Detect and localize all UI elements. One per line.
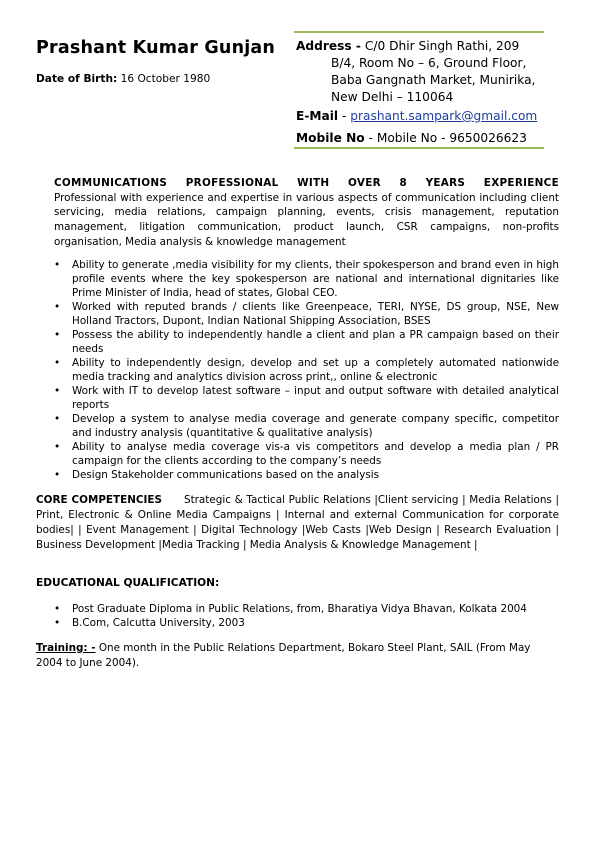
training-section — [36, 641, 559, 671]
mobile-value: - Mobile No - 9650026623 — [364, 131, 527, 145]
list-item-text: Develop a system to analyse media coverage and generate company specific, competitor and industry analysis (quantitative & qualitative analysis) — [72, 413, 559, 439]
education-heading: EDUCATIONAL QUALIFICATION: — [36, 577, 220, 589]
list-item-text: B.Com, Calcutta University, 2003 — [72, 617, 245, 629]
list-item — [54, 616, 559, 630]
email-link[interactable]: prashant.sampark@gmail.com — [350, 109, 538, 123]
address-line: Baba Gangnath Market, Munirika, — [331, 73, 536, 87]
mobile-row — [296, 131, 527, 145]
list-item — [54, 440, 559, 468]
bullet-icon: • — [54, 441, 61, 453]
list-item-text: Ability to analyse media coverage vis-a vis competitors and develop a media plan / PR campaign for the clients according to the company’s needs — [72, 441, 559, 467]
education-list — [54, 602, 559, 630]
list-item — [54, 412, 559, 440]
experience-list — [54, 258, 559, 482]
list-item — [54, 602, 559, 616]
email-label: E-Mail — [296, 109, 339, 123]
candidate-name: Prashant Kumar Gunjan — [36, 38, 276, 58]
list-item — [54, 356, 559, 384]
core-competencies — [36, 493, 559, 553]
training-label: Training: - — [36, 642, 96, 654]
email-row — [296, 109, 537, 123]
summary-heading: COMMUNICATIONS PROFESSIONAL WITH OVER 8 YEARS EXPERIENCE — [54, 177, 559, 189]
date-of-birth — [36, 73, 210, 85]
dob-value: 16 October 1980 — [120, 73, 211, 85]
list-item — [54, 468, 559, 482]
list-item-text: Post Graduate Diploma in Public Relations, from, Bharatiya Vidya Bhavan, Kolkata 2004 — [72, 603, 527, 615]
dob-label: Date of Birth: — [36, 73, 118, 85]
list-item — [54, 300, 559, 328]
mobile-label: Mobile No — [296, 131, 365, 145]
bottom-divider — [294, 147, 544, 149]
top-divider — [294, 31, 544, 33]
list-item-text: Ability to generate ,media visibility for my clients, their spokesperson and brand even in high profile events where the key spokesperson are national and international dignitaries like Prime Minister of India, head of states, Global CEO. — [72, 259, 559, 299]
core-label: CORE COMPETENCIES — [36, 494, 162, 506]
list-item-text: Work with IT to develop latest software – input and output software with detailed analytical reports — [72, 385, 559, 411]
address-block — [296, 38, 535, 106]
bullet-icon: • — [54, 617, 61, 629]
bullet-icon: • — [54, 259, 61, 271]
address-label: Address - — [296, 39, 361, 53]
summary-section — [54, 176, 559, 250]
bullet-icon: • — [54, 413, 61, 425]
address-line: C/0 Dhir Singh Rathi, 209 — [364, 39, 520, 53]
bullet-icon: • — [54, 603, 61, 615]
bullet-icon: • — [54, 357, 61, 369]
bullet-icon: • — [54, 301, 61, 313]
list-item-text: Possess the ability to independently handle a client and plan a PR campaign based on their needs — [72, 329, 559, 355]
list-item-text: Ability to independently design, develop and set up a completely automated nationwide media tracking and analytics division across print,, online & electronic — [72, 357, 559, 383]
address-line: B/4, Room No – 6, Ground Floor, — [331, 56, 527, 70]
core-text: Strategic & Tactical Public Relations |Client servicing | Media Relations | Print, Electronic & Online Media Campaigns | Internal and external Communication for corporate bodies| | Event Management | Digital Technology |Web Casts |Web Design | Research Evaluation | Business Development |Media Tracking | Media Analysis & Knowledge Management | — [36, 494, 559, 551]
list-item-text: Worked with reputed brands / clients like Greenpeace, TERI, NYSE, DS group, NSE, New Holland Tractors, Dupont, Indian National Shipping Association, BSES — [72, 301, 559, 327]
email-sep: - — [338, 109, 351, 123]
training-text: One month in the Public Relations Department, Bokaro Steel Plant, SAIL (From May 2004 to June 2004). — [36, 642, 531, 669]
list-item — [54, 328, 559, 356]
address-line: New Delhi – 110064 — [331, 90, 454, 104]
list-item — [54, 258, 559, 300]
bullet-icon: • — [54, 329, 61, 341]
bullet-icon: • — [54, 385, 61, 397]
list-item — [54, 384, 559, 412]
summary-text: Professional with experience and expertise in various aspects of communication including client servicing, media relations, campaign planning, events, crisis management, reputation management, litigation communication, product launch, CSR campaigns, non-profits organisation, Media analysis & knowledge management — [54, 191, 559, 248]
bullet-icon: • — [54, 469, 61, 481]
list-item-text: Design Stakeholder communications based on the analysis — [72, 469, 380, 481]
